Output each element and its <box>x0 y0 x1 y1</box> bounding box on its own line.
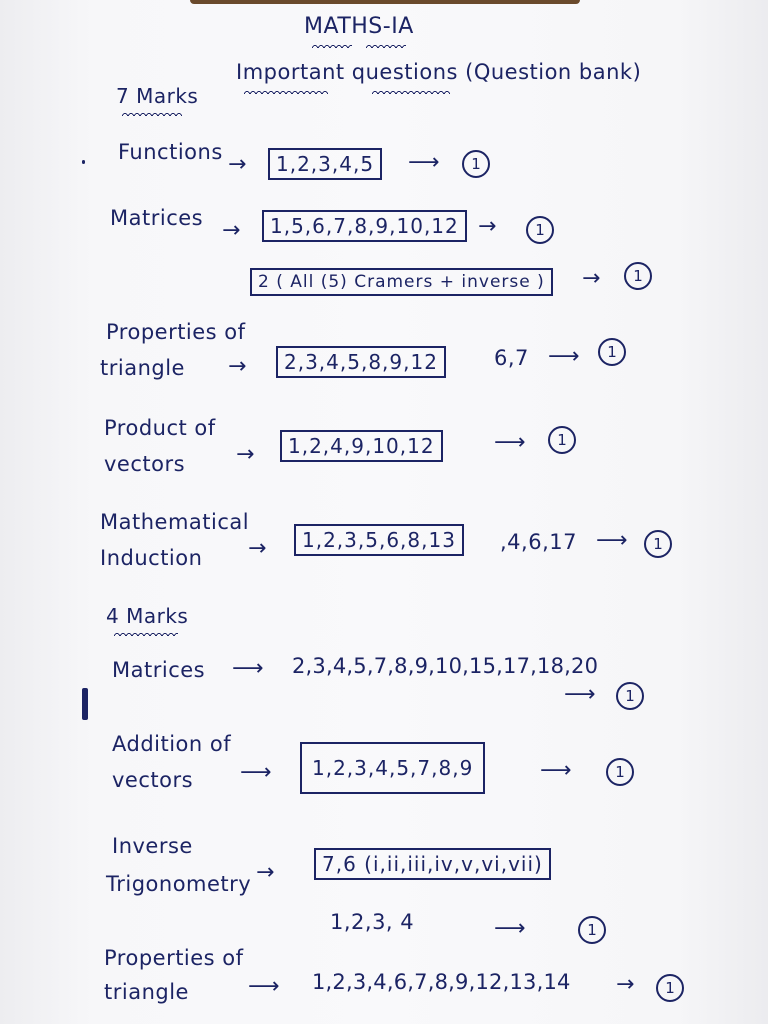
question-box: 7,6 (i,ii,iii,iv,v,vi,vii) <box>314 848 551 880</box>
arrow: → <box>222 218 241 243</box>
arrow: ⟶ <box>240 760 272 785</box>
topic-label: Addition of <box>112 732 232 756</box>
question-box: 1,2,4,9,10,12 <box>280 430 443 462</box>
page-title: MATHS-IA <box>304 14 414 39</box>
topic-label: vectors <box>112 768 194 792</box>
mark-circle: 1 <box>598 338 626 366</box>
topic-label: Induction <box>100 546 203 570</box>
arrow: → <box>248 536 267 561</box>
extra-questions: ,4,6,17 <box>500 530 577 554</box>
topic-label: Matrices <box>112 658 206 682</box>
question-box-note: 2 ( All (5) Cramers + inverse ) <box>250 268 553 296</box>
topic-label: Product of <box>104 416 216 440</box>
topic-label: Inverse <box>112 834 193 858</box>
mark-circle: 1 <box>526 216 554 244</box>
question-box: 1,2,3,4,5,7,8,9 <box>300 742 485 794</box>
topic-label: Properties of <box>106 320 246 344</box>
mark-circle: 1 <box>644 530 672 558</box>
topic-label: Trigonometry <box>106 872 252 896</box>
extra-questions: 2,3,4,5,7,8,9,10,15,17,18,20 <box>292 654 599 678</box>
arrow: ⟶ <box>248 974 280 999</box>
question-box: 1,5,6,7,8,9,10,12 <box>262 210 467 242</box>
arrow: → <box>228 152 247 177</box>
topic-label: Functions <box>118 140 223 164</box>
subtitle-underline <box>372 90 450 94</box>
title-underline <box>312 44 352 48</box>
question-box: 1,2,3,4,5 <box>268 148 382 180</box>
topic-label: Matrices <box>110 206 204 230</box>
topic-label: triangle <box>100 356 185 380</box>
arrow: ⟶ <box>564 682 596 707</box>
question-box: 2,3,4,5,8,9,12 <box>276 346 446 378</box>
question-box: 1,2,3,5,6,8,13 <box>294 524 464 556</box>
arrow: → <box>478 214 497 239</box>
extra-questions: 1,2,3,4,6,7,8,9,12,13,14 <box>312 970 571 994</box>
topic-label: Properties of <box>104 946 244 970</box>
extra-questions: 6,7 <box>494 346 529 370</box>
topic-label: vectors <box>104 452 186 476</box>
margin-mark <box>82 160 85 164</box>
title-underline <box>366 44 406 48</box>
margin-mark <box>82 688 88 720</box>
topic-label: Mathematical <box>100 510 250 534</box>
arrow: → <box>228 354 247 379</box>
arrow: ⟶ <box>494 430 526 455</box>
topic-label: triangle <box>104 980 189 1004</box>
mark-circle: 1 <box>624 262 652 290</box>
mark-circle: 1 <box>606 758 634 786</box>
mark-circle: 1 <box>656 974 684 1002</box>
mark-circle: 1 <box>616 682 644 710</box>
mark-circle: 1 <box>548 426 576 454</box>
mark-circle: 1 <box>462 150 490 178</box>
section-underline <box>122 112 182 116</box>
subtitle-underline <box>244 90 328 94</box>
arrow: → <box>256 860 275 885</box>
extra-questions: 1,2,3, 4 <box>330 910 415 934</box>
arrow: ⟶ <box>408 150 440 175</box>
section-underline <box>114 632 178 636</box>
arrow: ⟶ <box>232 656 264 681</box>
page-subtitle: Important questions (Question bank) <box>236 60 642 84</box>
arrow: ⟶ <box>494 916 526 941</box>
arrow: → <box>236 442 255 467</box>
arrow: ⟶ <box>540 758 572 783</box>
section-heading-7-marks: 7 Marks <box>116 84 199 108</box>
section-heading-4-marks: 4 Marks <box>106 604 189 628</box>
mark-circle: 1 <box>578 916 606 944</box>
arrow: ⟶ <box>548 344 580 369</box>
arrow: → <box>616 972 635 997</box>
page-top-edge <box>190 0 580 4</box>
arrow: ⟶ <box>596 528 628 553</box>
arrow: → <box>582 266 601 291</box>
